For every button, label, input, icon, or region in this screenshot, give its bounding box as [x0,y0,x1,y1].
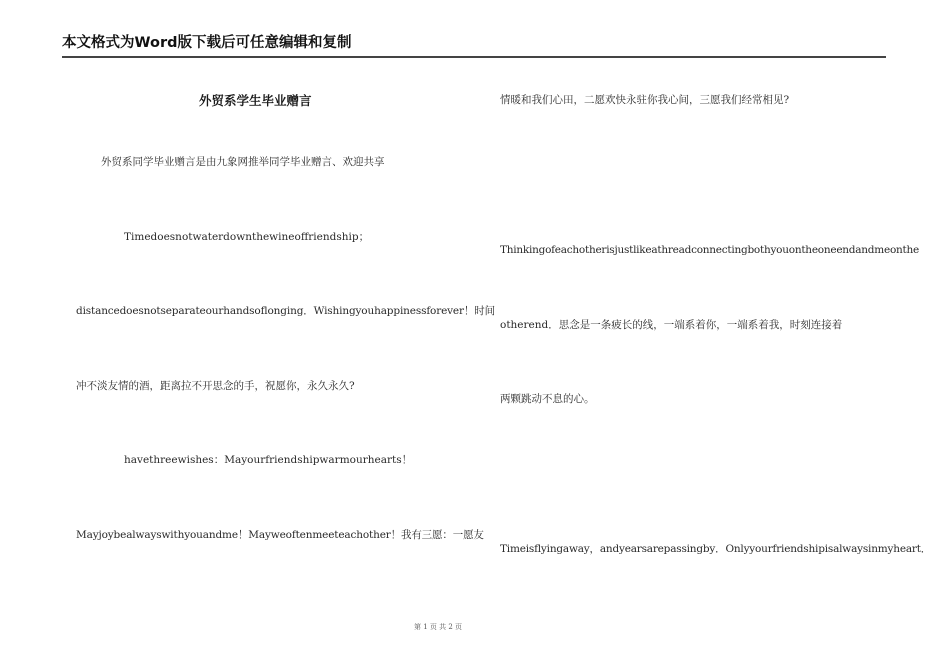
page-number: 第 1 页 共 2 页 [414,623,463,631]
left-line-2: Timedoesnotwaterdownthewineoffriendship； [124,231,370,243]
left-line-4: 冲不淡友情的酒，距离拉不开思念的手，祝愿你，永久永久? [76,380,355,392]
left-line-3: distancedoesnotseparateourhandsoflonging．Wishingyouhappinessforever！时间 [76,305,495,317]
document-title: 外贸系学生毕业赠言 [199,93,312,108]
right-line-1: 情暖和我们心田，二愿欢快永驻你我心间，三愿我们经常相见? [500,94,790,106]
left-line-6: Mayjoybealwayswithyouandme！Mayweoftenmeeteachother！我有三愿：一愿友 [76,529,484,541]
document-header [62,34,886,58]
right-line-2: Thinkingofeachotherisjustlikeathreadconnectingbothyouontheoneendandmeonthe [500,244,919,256]
header-title: 本文格式为Word版下载后可任意编辑和复制 [62,35,352,51]
left-line-5: havethreewishes：Mayourfriendshipwarmourhearts！ [124,454,413,466]
left-line-1: 外贸系同学毕业赠言是由九象网推举同学毕业赠言、欢迎共享 [101,156,385,168]
right-line-3: otherend．思念是一条疲长的线，一端系着你，一端系着我，时刻连接着 [500,319,843,331]
right-line-4: 两颗跳动不息的心。 [500,393,595,405]
right-line-5: Timeisflyingaway，andyearsarepassingby．Onlyyourfriendshipisalwaysinmyheart． [500,543,932,555]
